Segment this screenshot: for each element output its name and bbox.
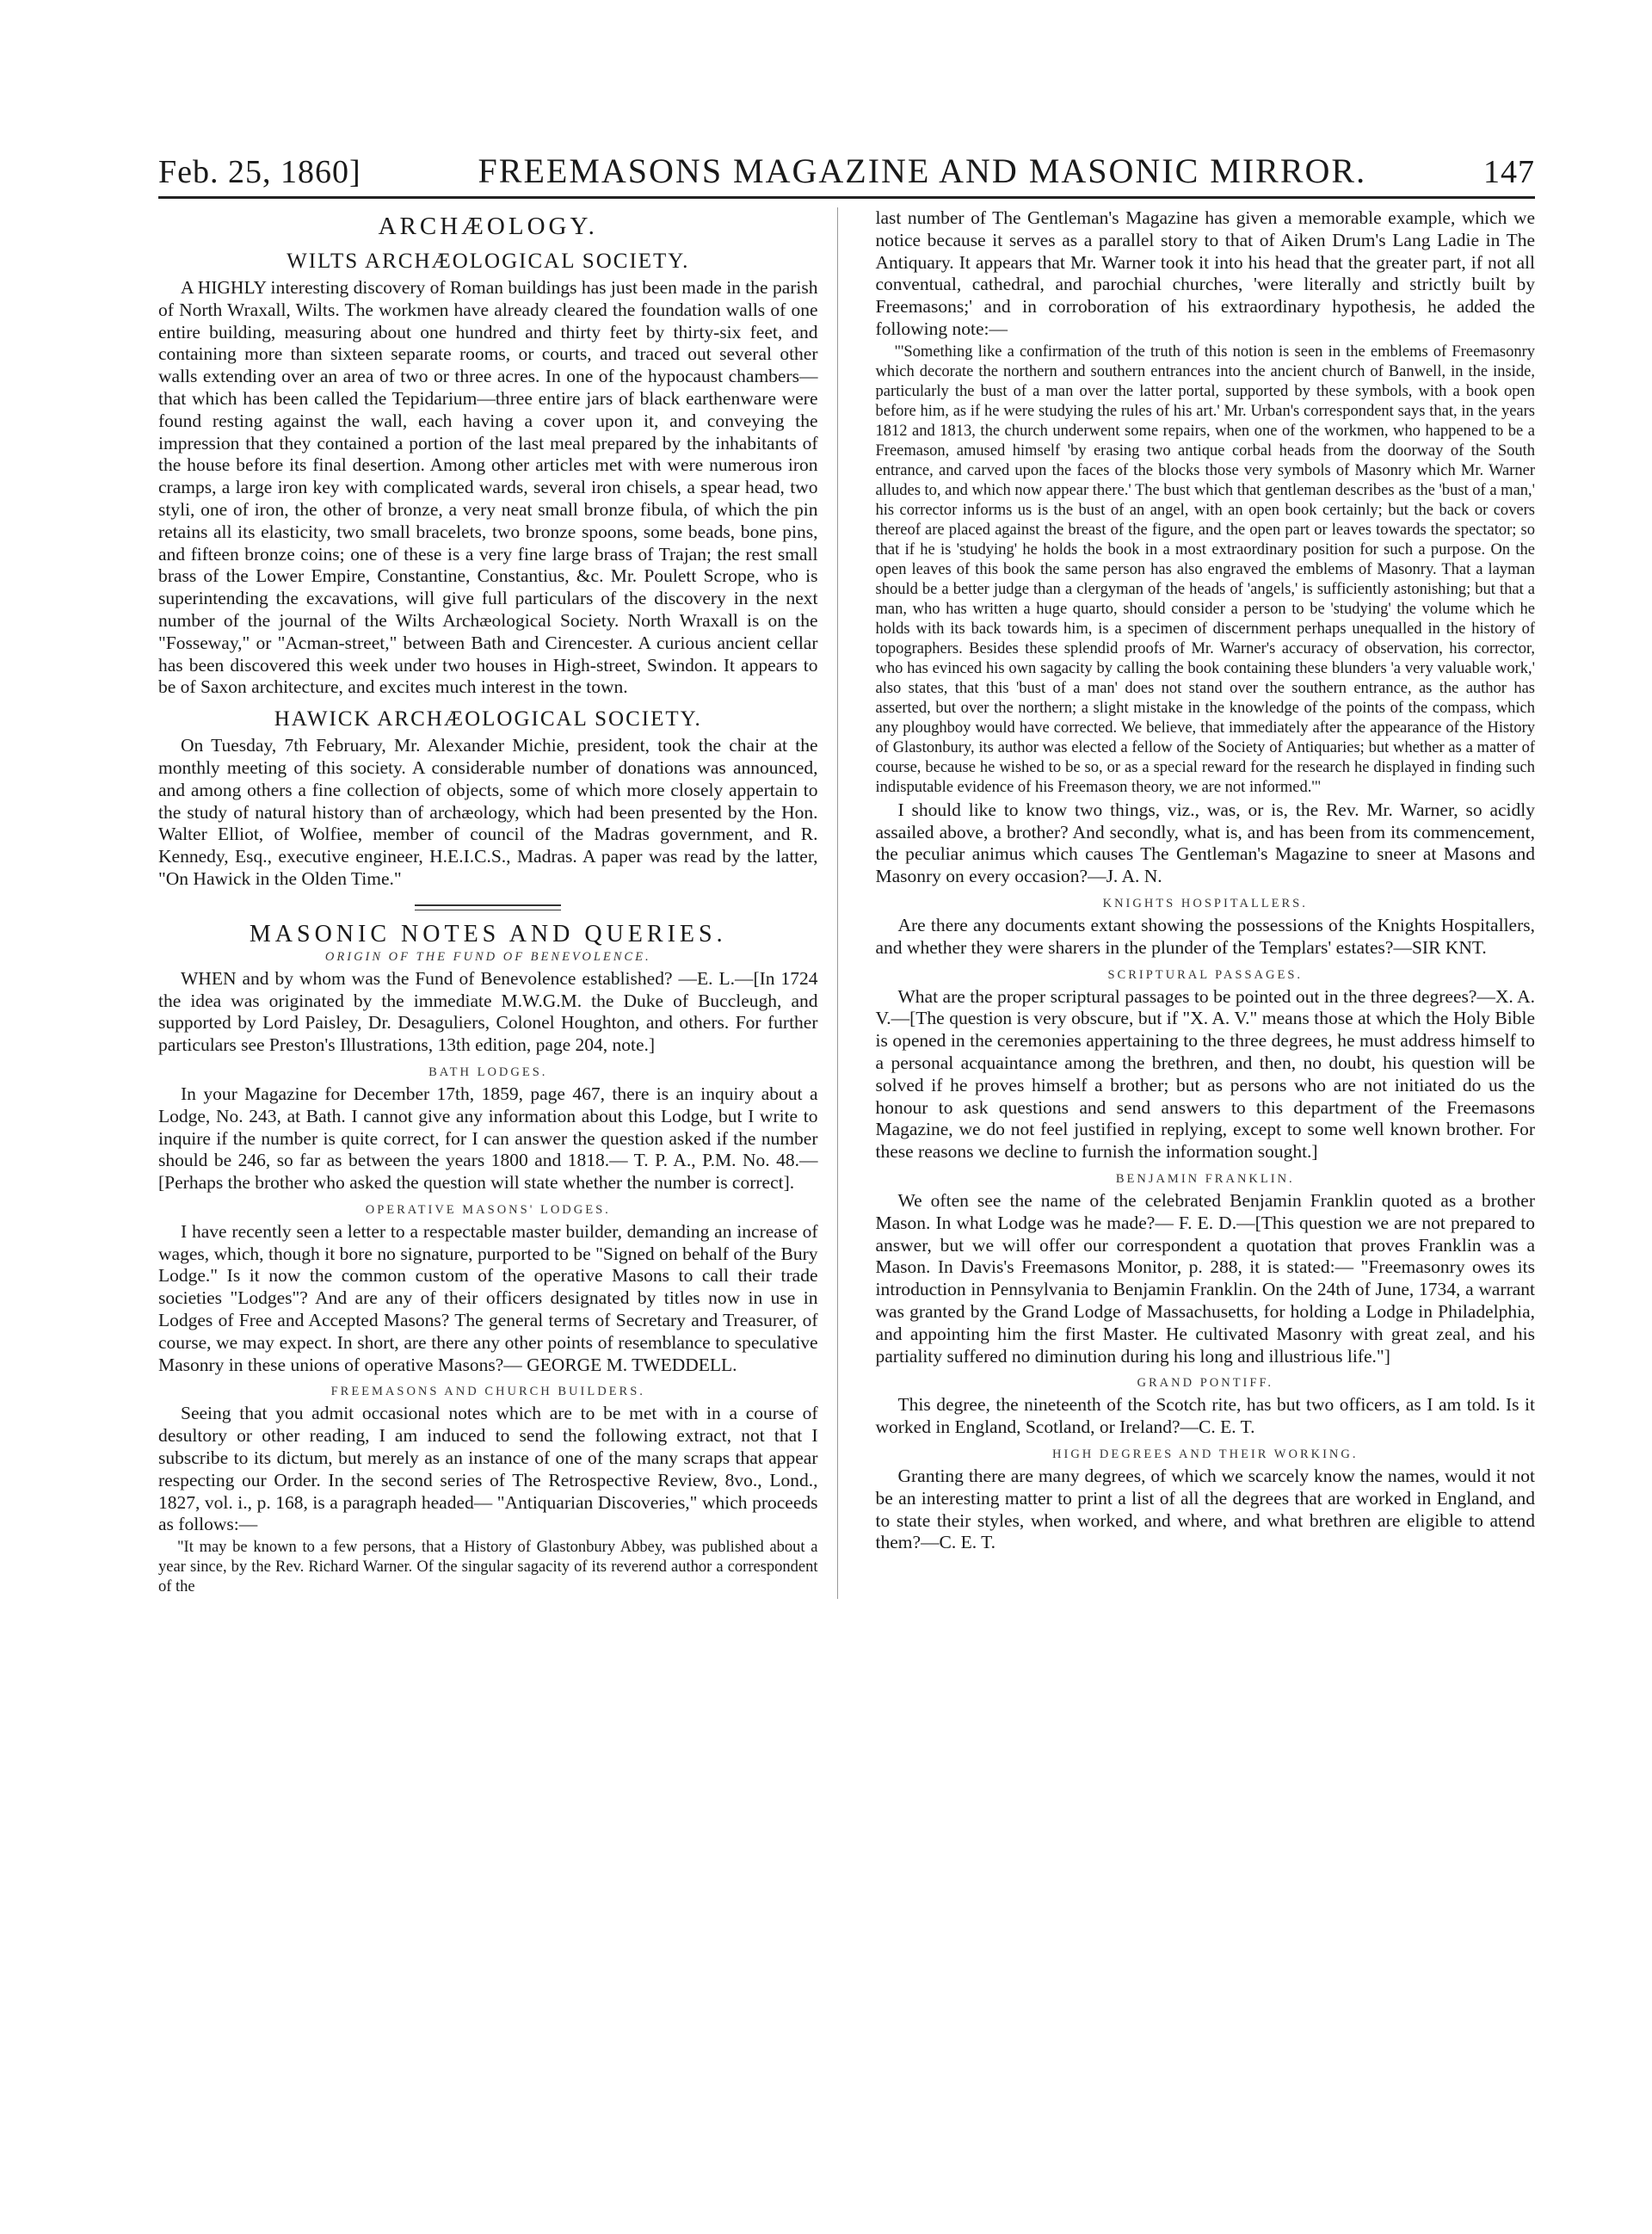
notes-queries-heading: MASONIC NOTES AND QUERIES.: [249, 920, 727, 947]
wilts-heading: WILTS ARCHÆOLOGICAL SOCIETY.: [287, 250, 690, 273]
operative-heading: OPERATIVE MASONS' LODGES.: [365, 1202, 611, 1217]
right-column: [876, 207, 1536, 1599]
left-column: [158, 207, 838, 1599]
operative-article: I have recently seen a letter to a respectable master builder, demanding an increase of wages, which, though it bore no signature, purported to be "Signed on behalf of the Bury Lodge." Is it now the common custom of the operative Masons to call their trade societies "Lodges"? And are any of their officers designated by titles now in use in Lodges of Free and Accepted Masons? The general terms of Secretary and Treasurer, of course, we may expect. In short, are there any other points of resemblance to speculative Masonry in these unions of operative Masons?— GEORGE M. TWEDDELL.: [158, 1220, 818, 1375]
knights-article: Are there any documents extant showing the possessions of the Knights Hospitallers, and whether they were sharers in the plunder of the Templars' estates?—SIR KNT.: [875, 914, 1535, 958]
pontiff-article: This degree, the nineteenth of the Scotch rite, has but two officers, as I am told. Is it worked in England, Scotland, or Ireland?—C. E. T.: [875, 1394, 1535, 1438]
issue-date: Feb. 25, 1860]: [158, 154, 361, 190]
franklin-article: We often see the name of the celebrated Benjamin Franklin quoted as a brother Mason. In what Lodge was he made?— F. E. D.—[This question we are not prepared to answer, but we will offer our correspondent a quotation that proves Franklin was a Mason. In Davis's Freemasons Monitor, p. 288, it is stated:— "Freemasonry owes its introduction in Pennsylvania to Benjamin Franklin. On the 24th of June, 1734, a warrant was granted by the Grand Lodge of Massachusetts, for holding a Lodge in Philadelphia, and appointing him the first Master. He cultivated Masonry with great zeal, and his partiality suffered no diminution during his long and illustrious life."]: [875, 1189, 1535, 1367]
continued-article: last number of The Gentleman's Magazine has given a memorable example, which we notice because it serves as a parallel story to that of Aiken Drum's Lang Ladie in The Antiquary. It appears that Mr. Warner took it into his head that the greater part, if not all conventual, cathedral, and parochial churches, 'were literally and strictly built by Freemasons;' and in corroboration of his extraordinary hypothesis, he added the following note:—: [875, 207, 1535, 339]
header-rule: [158, 196, 1535, 199]
church-builders-article: Seeing that you admit occasional notes which are to be met with in a course of desultory or other reading, I am induced to send the following extract, not that I subscribe to its dictum, but merely as an instance of one of the many scraps that appear respecting our Order. In the second series of The Retrospective Review, 8vo., Lond., 1827, vol. i., p. 168, is a paragraph headed— "Antiquarian Discoveries," which proceeds as follows:—: [158, 1403, 818, 1535]
high-degrees-heading: HIGH DEGREES AND THEIR WORKING.: [1052, 1447, 1359, 1461]
church-builders-quote: "It may be known to a few persons, that a History of Glastonbury Abbey, was published about a year since, by the Rev. Richard Warner. Of the singular sagacity of its reverend author a correspondent of the: [158, 1539, 818, 1596]
warner-question: I should like to know two things, viz., was, or is, the Rev. Mr. Warner, so acidly assailed above, a brother? And secondly, what is, and has been from its commencement, the peculiar animus which causes The Gentleman's Magazine to sneer at Masons and Masonry on every occasion?—J. A. N.: [875, 799, 1535, 887]
columns: [158, 207, 1535, 1599]
publication-title: FREEMASONS MAGAZINE AND MASONIC MIRROR.: [478, 151, 1367, 190]
page-number: 147: [1483, 154, 1535, 190]
hawick-heading: HAWICK ARCHÆOLOGICAL SOCIETY.: [274, 707, 702, 731]
high-degrees-article: Granting there are many degrees, of which we scarcely know the names, would it not be an interesting matter to print a list of all the degrees that are worked in England, and to state their styles, when worked, and where, and what brethren are eligible to attend them?—C. E. T.: [875, 1465, 1535, 1553]
hawick-article: On Tuesday, 7th February, Mr. Alexander Michie, president, took the chair at the monthly meeting of this society. A considerable number of donations was announced, and among others a fine collection of objects, some of which more closely appertain to the study of natural history than of archæology, which had been presented by the Hon. Walter Elliot, of Wolfiee, member of council of the Madras government, and R. Kennedy, Esq., executive engineer, H.E.I.C.S., Madras. A paper was read by the latter, "On Hawick in the Olden Time.": [158, 735, 818, 889]
masthead: [158, 151, 1535, 194]
section-divider: [415, 904, 561, 910]
origin-heading: ORIGIN OF THE FUND OF BENEVOLENCE.: [324, 949, 651, 964]
church-builders-heading: FREEMASONS AND CHURCH BUILDERS.: [330, 1385, 645, 1399]
scriptural-heading: SCRIPTURAL PASSAGES.: [1107, 967, 1304, 982]
section-title-archaeology: ARCHÆOLOGY.: [378, 213, 598, 240]
knights-heading: KNIGHTS HOSPITALLERS.: [1102, 896, 1308, 910]
warner-quote: "'Something like a confirmation of the truth of this notion is seen in the emblems of Freemasonry which decorate the northern and southern entrances into the ancient church of Banwell, in the inside, particularly the bust of a man over the latter portal, supported by these symbols, with a book open before him, as if he were studying the rules of his art.' Mr. Urban's correspondent says that, in the years 1812 and 1813, the church underwent some repairs, when one of the workmen, who happened to be a Freemason, amused himself 'by erasing two antique corbal heads from the doorway of the South entrance, and carved upon the faces of the blocks those very symbols of Masonry which Mr. Warner alludes to, and which now appear there.' The bust which that gentleman describes as the 'bust of a man,' his corrector informs us is the bust of an angel, with an open book certainly; but the back or covers thereof are placed against the breast of the figure, and the open part or leaves towards the spectator; so that if he is 'studying' he holds the book in a most extraordinary position for such a purpose. On the open leaves of this book the same person has also engraved the emblems of Masonry. That a layman should be a better judge than a clergyman of the heads of 'angels,' is sufficiently astonishing; but that a man, who has written a huge quarto, should consider a person to be 'studying' the volume which he holds with its back towards him, is a specimen of discernment perhaps unequalled in the history of topographers. Besides these splendid proofs of Mr. Warner's accuracy of observation, his corrector, who has evinced his own sagacity by calling the book containing these blunders 'a very valuable work,' also states, that this 'bust of a man' does not stand over the southern entrance, as the author has asserted, but over the northern; a slight mistake in the knowledge of the points of the compass, which any ploughboy would have corrected. We believe, that immediately after the appearance of the History of Glastonbury, its author was elected a fellow of the Society of Antiquaries; but whether as a matter of course, because he wished to be so, or as a special reward for the research he displayed in finding such indisputable evidence of his Freemason theory, we are not informed.'": [875, 343, 1535, 796]
bath-heading: BATH LODGES.: [428, 1065, 548, 1079]
franklin-heading: BENJAMIN FRANKLIN.: [1115, 1171, 1295, 1186]
origin-article: WHEN and by whom was the Fund of Benevolence established? —E. L.—[In 1724 the idea was originated by the immediate M.W.G.M. the Duke of Buccleugh, and supported by Lord Paisley, Dr. Desaguliers, Colonel Houghton, and others. For further particulars see Preston's Illustrations, 13th edition, page 204, note.]: [158, 967, 818, 1056]
wilts-article: A HIGHLY interesting discovery of Roman buildings has just been made in the parish of North Wraxall, Wilts. The workmen have already cleared the foundation walls of one entire building, measuring about one hundred and thirty feet by thirty-six feet, and containing more than sixteen separate rooms, or courts, and traced out several other walls extending over an area of two or three acres. In one of the hypocaust chambers—that which has been called the Tepidarium—three entire jars of black earthenware were found resting against the wall, each having a cover upon it, and conveying the impression that they contained a portion of the last meal prepared by the inhabitants of the house before its final desertion. Among other articles met with were numerous iron cramps, a large iron key with complicated wards, several iron chisels, a spear head, two styli, one of iron, the other of bronze, a very neat small bronze fibula, of which the pin retains all its elasticity, two small bracelets, two bronze spoons, some beads, bone pins, and fifteen bronze coins; one of these is a very fine large brass of Trajan; the rest small brass of the Lower Empire, Constantine, Constantius, &c. Mr. Poulett Scrope, who is superintending the excavations, will give full particulars of the discovery in the next number of the journal of the Wilts Archæological Society. North Wraxall is on the "Fosseway," or "Acman-street," between Bath and Cirencester. A curious ancient cellar has been discovered this week under two houses in High-street, Swindon. It appears to be of Saxon architecture, and excites much interest in the town.: [158, 277, 818, 698]
pontiff-heading: GRAND PONTIFF.: [1137, 1376, 1273, 1391]
bath-article: In your Magazine for December 17th, 1859, page 467, there is an inquiry about a Lodge, No. 243, at Bath. I cannot give any information about this Lodge, but I write to inquire if the number is quite correct, for I can answer the question asked if the number should be 246, so far as between the years 1800 and 1818.— T. P. A., P.M. No. 48.—[Perhaps the brother who asked the question will state whether the number is correct].: [158, 1083, 818, 1194]
scriptural-article: What are the proper scriptural passages to be pointed out in the three degrees?—X. A. V.—[The question is very obscure, but if "X. A. V." means those at which the Holy Bible is opened in the ceremonies appertaining to the three degrees, he must address himself to a personal acquaintance among the brethren, and then, no doubt, his question will be solved if he proves himself a brother; but as persons who are not initiated do us the honour to ask questions and send answers to this department of the Freemasons Magazine, we do not feel justified in replying, except to some well known brother. For these reasons we decline to furnish the information sought.]: [875, 985, 1535, 1163]
